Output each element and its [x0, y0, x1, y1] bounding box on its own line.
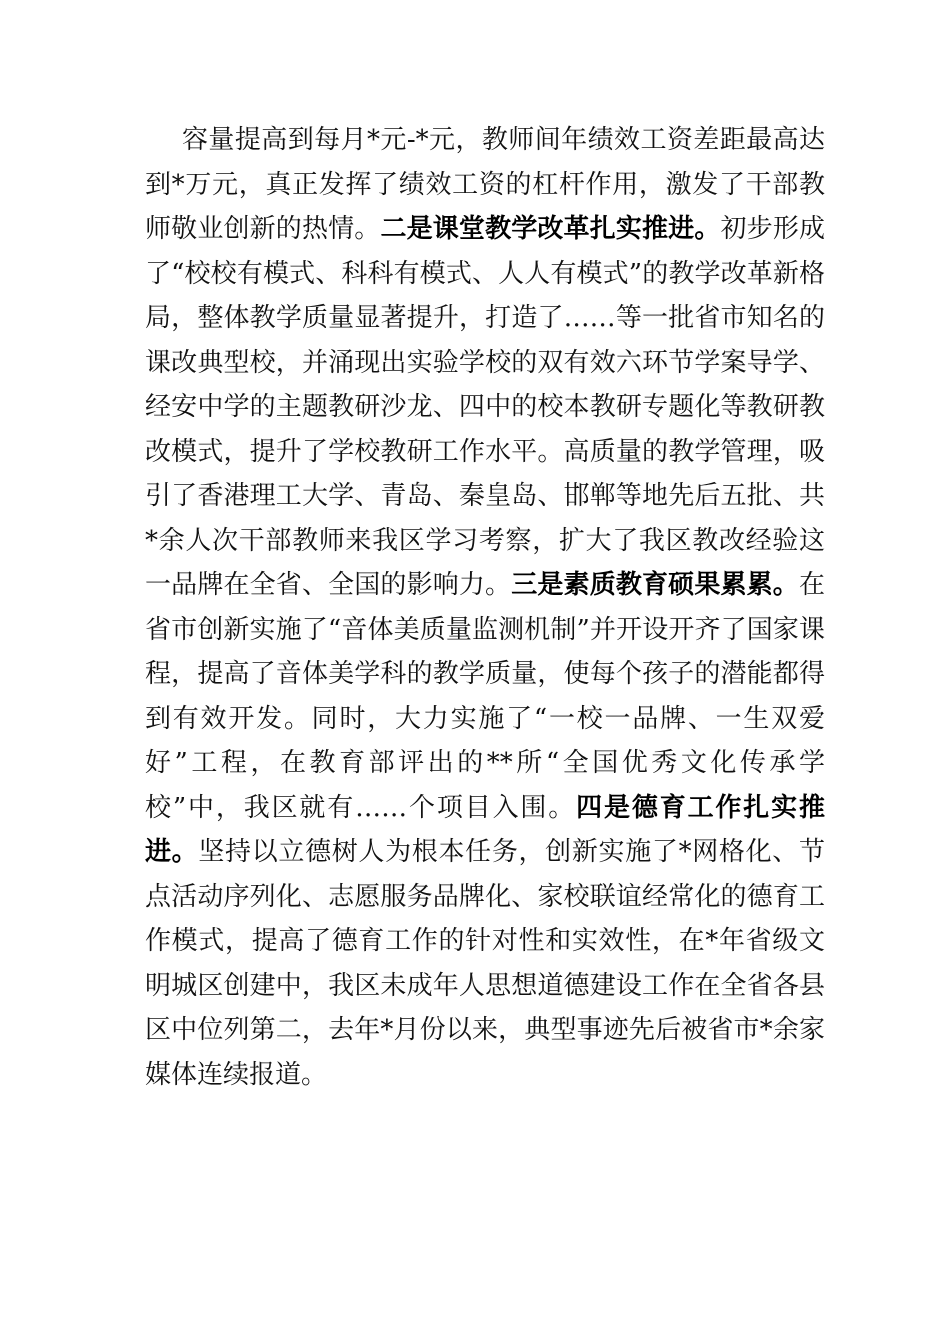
bold-heading-quality-education: 三是素质教育硕果累累。 [511, 570, 799, 600]
bold-heading-classroom-reform: 二是课堂教学改革扎实推进。 [380, 214, 721, 244]
text-segment: 坚持以立德树人为根本任务，创新实施了*网格化、节点活动序列化、志愿服务品牌化、家校联谊经常化的德育工作模式，提高了德育工作的针对性和实效性，在*年省级文明城区创建中，我区未成年人思想道德建设工作在全省各县区中位列第二，去年*月份以来，典型事迹先后被省市*余家媒体连续报道。 [145, 837, 825, 1090]
bold-heading-moral-education: 四是德育工作扎实推进。 [145, 792, 825, 867]
text-segment: 容量提高到每月*元-*元，教师间年绩效工资差距最高达到*万元，真正发挥了绩效工资的杠杆作用，激发了干部教师敬业创新的热情。 [145, 125, 825, 244]
body-paragraph [145, 118, 825, 1097]
text-segment: 在省市创新实施了“音体美质量监测机制”并开设开齐了国家课程，提高了音体美学科的教学质量，使每个孩子的潜能都得到有效开发。同时，大力实施了“一校一品牌、一生双爱好”工程，在教育部评出的**所“全国优秀文化传承学校”中，我区就有……个项目入围。 [145, 570, 825, 823]
text-segment: 初步形成了“校校有模式、科科有模式、人人有模式”的教学改革新格局，整体教学质量显著提升，打造了……等一批省市知名的课改典型校，并涌现出实验学校的双有效六环节学案导学、经安中学的主题教研沙龙、四中的校本教研专题化等教研教改模式，提升了学校教研工作水平。高质量的教学管理，吸引了香港理工大学、青岛、秦皇岛、邯郸等地先后五批、共*余人次干部教师来我区学习考察，扩大了我区教改经验这一品牌在全省、全国的影响力。 [145, 214, 825, 600]
